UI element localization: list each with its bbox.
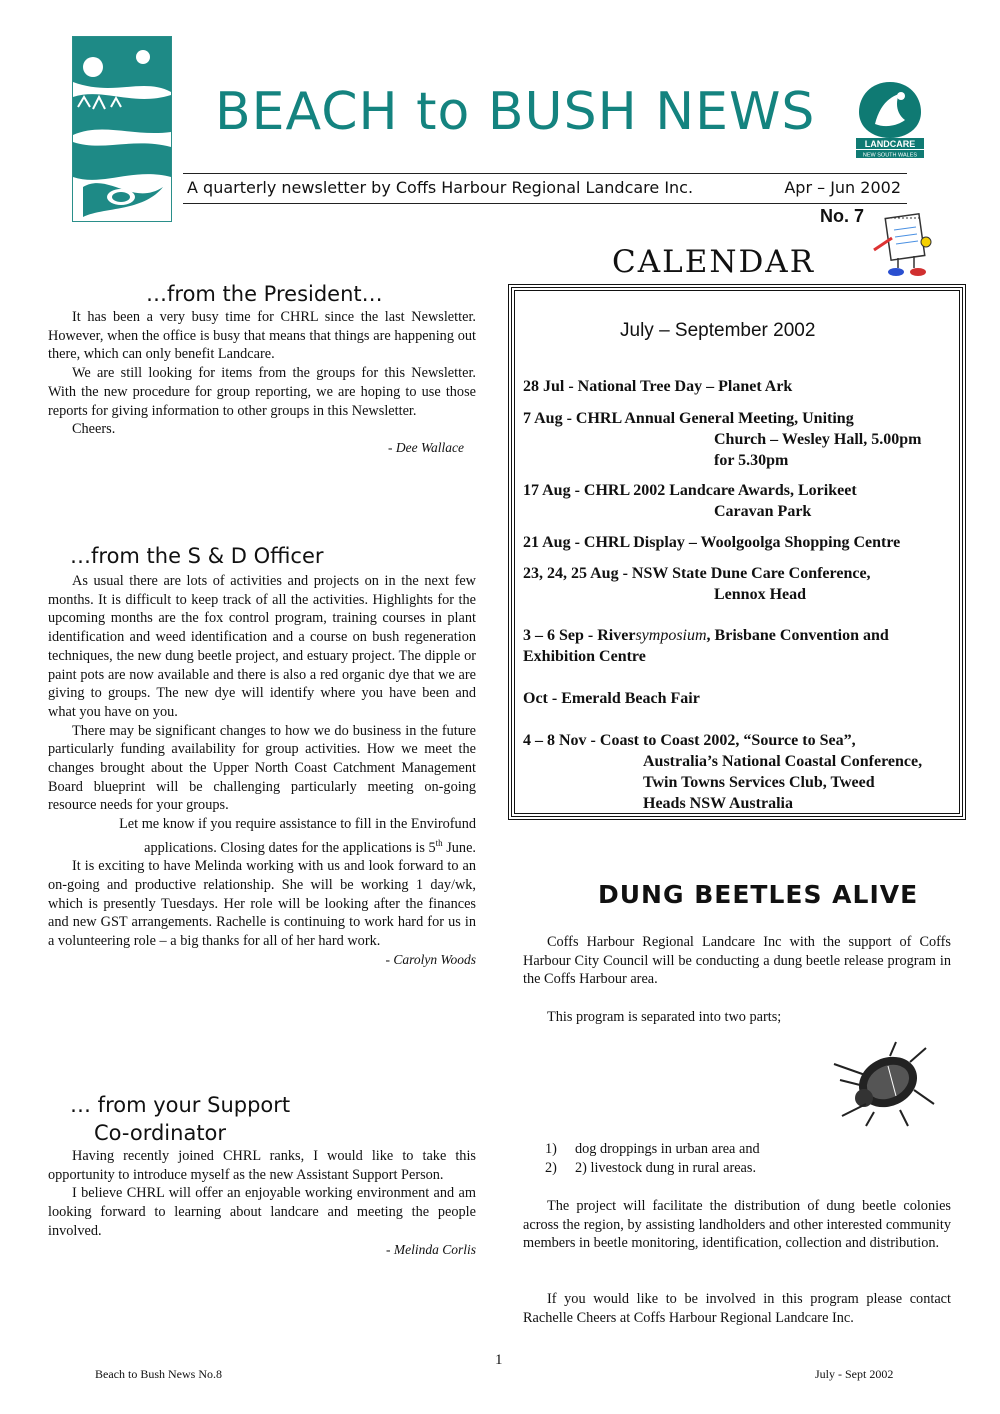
list-item — [523, 1140, 951, 1159]
calendar-period: July – September 2002 — [620, 320, 816, 341]
beetle-clipart — [830, 1040, 940, 1130]
calendar-entry-text: Heads NSW Australia — [643, 795, 793, 812]
sd-officer-section — [48, 572, 476, 970]
footer-left: Beach to Bush News No.8 — [95, 1367, 222, 1381]
support-heading-line2: Co-ordinator — [94, 1121, 227, 1145]
dung-beetles-list — [523, 1140, 951, 1177]
newsletter-title: BEACH to BUSH NEWS — [215, 82, 816, 142]
dung-beetles-project — [523, 1197, 951, 1253]
calendar-entry-text: Lennox Head — [714, 586, 807, 603]
svg-text:NEW SOUTH WALES: NEW SOUTH WALES — [862, 152, 918, 159]
closing-date: 5 — [428, 839, 436, 856]
closing-date-suffix: th — [435, 837, 443, 848]
sd-officer-heading: …from the S & D Officer — [70, 544, 324, 568]
dung-beetles-paragraph: If you would like to be involved in this program please contact Rachelle Cheers at Coffs Harbour Regional Landcare Inc. — [523, 1291, 951, 1326]
closing-month: June. — [442, 839, 476, 856]
page-number: 1 — [495, 1352, 503, 1368]
list-number: 2) — [545, 1159, 557, 1176]
sd-officer-paragraph: It is exciting to have Melinda working with us and look forward to an on-going and productive relationship. She will be working 1 day/wk, which is presently Tuesdays. Her role will be looking after the finances and new GST arrangements. Rachelle is continuing to work hard for us in a volunteering role – a big thanks for all of her hard work. — [48, 858, 476, 950]
president-heading: …from the President… — [146, 282, 383, 306]
calendar-entry-text: Caravan Park — [714, 503, 812, 520]
calendar-entry-text: , Brisbane Convention and — [706, 627, 889, 644]
landcare-logo — [853, 80, 927, 160]
list-item — [523, 1159, 951, 1178]
masthead-subline — [187, 178, 901, 197]
calendar-entry-text: Church – Wesley Hall, 5.00pm — [714, 431, 922, 448]
list-number: 1) — [545, 1141, 557, 1157]
calendar-entry-text: Twin Towns Services Club, Tweed — [643, 774, 875, 791]
sd-officer-signature: - Carolyn Woods — [385, 951, 476, 967]
issue-number: No. 7 — [820, 206, 865, 226]
support-paragraph: Having recently joined CHRL ranks, I would like to take this opportunity to introduce myself as the new Assistant Support Person. — [48, 1148, 476, 1183]
top-rule — [183, 173, 907, 174]
president-section — [48, 308, 476, 458]
notepad-clipart — [870, 210, 942, 282]
dung-beetles-paragraph: Coffs Harbour Regional Landcare Inc with the support of Coffs Harbour City Council will be conducting a dung beetle release program in the Coffs Harbour area. — [523, 934, 951, 988]
calendar-entry-text: symposium — [635, 627, 707, 644]
bottom-rule — [183, 203, 907, 204]
dung-beetles-parts-intro — [523, 1008, 951, 1027]
calendar-title: CALENDAR — [612, 244, 816, 280]
envirofund-text: Let me know if you require assistance to fill in the Envirofund applications. Closing dates for the applications is — [119, 816, 476, 856]
calendar-entry-text: Exhibition Centre — [523, 648, 646, 665]
sd-officer-paragraph: There may be significant changes to how we do business in the future particularly funding availability for group activities. How we meet the changes brought about the Upper North Coast Catchment Management Board blueprint will be challenging particularly meeting on-going resource needs for your groups. — [48, 722, 476, 814]
support-section — [48, 1147, 476, 1259]
chrl-logo — [72, 36, 172, 222]
calendar-entry — [523, 408, 953, 471]
calendar-entry-text: 23, 24, 25 Aug - NSW State Dune Care Conference, — [523, 565, 871, 582]
calendar-entry — [523, 625, 953, 667]
dung-beetles-paragraph: This program is separated into two parts; — [547, 1009, 782, 1025]
calendar-entry-text: 17 Aug - CHRL 2002 Landcare Awards, Lorikeet — [523, 482, 857, 499]
svg-text:LANDCARE: LANDCARE — [864, 139, 916, 149]
president-paragraph: It has been a very busy time for CHRL since the last Newsletter. However, when the office is busy that means that things are happening out there, which can only benefit Landcare. — [48, 309, 476, 363]
newsletter-period: Apr – Jun 2002 — [784, 178, 901, 197]
calendar-entry-text: Oct - Emerald Beach Fair — [523, 690, 700, 707]
calendar-entry-text: 21 Aug - CHRL Display – Woolgoolga Shopping Centre — [523, 534, 901, 551]
dung-beetles-heading: DUNG BEETLES ALIVE — [598, 880, 919, 909]
support-heading-line1: … from your Support — [70, 1093, 291, 1117]
president-paragraph: We are still looking for items from the groups for this Newsletter. With the new procedure for group reporting, we are hoping to use those reports for giving information to other groups in this Newsletter. — [48, 365, 476, 419]
president-signature: - Dee Wallace — [388, 439, 464, 455]
calendar-entry-text: 3 – 6 Sep - River — [523, 627, 636, 644]
footer-right: July - Sept 2002 — [815, 1367, 894, 1381]
sd-officer-paragraph: As usual there are lots of activities and projects on in the next few months. It is difficult to keep track of all the activities. Highlights for the upcoming months are the fox control program, training courses in plant identification and weed identification and a course on bush regeneration techniques, the new dung beetle project, and estuary project. The dipple or paint pots are now available and there is also a red organic dye that we are giving to groups. The new dye will identify where you have been and what you have on you. — [48, 573, 476, 720]
dung-beetles-intro — [523, 933, 951, 989]
calendar-entry — [523, 532, 953, 553]
calendar-entry — [523, 688, 953, 709]
list-text: 2) livestock dung in rural areas. — [575, 1159, 757, 1176]
support-paragraph: I believe CHRL will offer an enjoyable working environment and am looking forward to learning about landcare and meeting the people involved. — [48, 1185, 476, 1239]
support-signature: - Melinda Corlis — [386, 1241, 476, 1257]
calendar-entry — [523, 376, 953, 397]
calendar-entry — [523, 480, 953, 522]
calendar-entry-text: Australia’s National Coastal Conference, — [643, 753, 923, 770]
dung-beetles-contact — [523, 1290, 951, 1327]
list-text: dog droppings in urban area and — [575, 1141, 760, 1157]
president-paragraph: Cheers. — [72, 421, 116, 438]
calendar-entry-text: 28 Jul - National Tree Day – Planet Ark — [523, 378, 793, 395]
calendar-entry-text: 4 – 8 Nov - Coast to Coast 2002, “Source to Sea”, — [523, 732, 856, 749]
envirofund-paragraph — [48, 815, 476, 857]
dung-beetles-paragraph: The project will facilitate the distribution of dung beetle colonies across the region, by assisting landholders and other interested community members in beetle monitoring, identification, collection and distribution. — [523, 1198, 951, 1252]
calendar-entry — [523, 730, 953, 814]
calendar-entry — [523, 563, 953, 605]
calendar-entry-text: for 5.30pm — [714, 452, 789, 469]
calendar-entry-text: 7 Aug - CHRL Annual General Meeting, Uniting — [523, 410, 854, 427]
newsletter-subtitle: A quarterly newsletter by Coffs Harbour Regional Landcare Inc. — [187, 178, 694, 197]
